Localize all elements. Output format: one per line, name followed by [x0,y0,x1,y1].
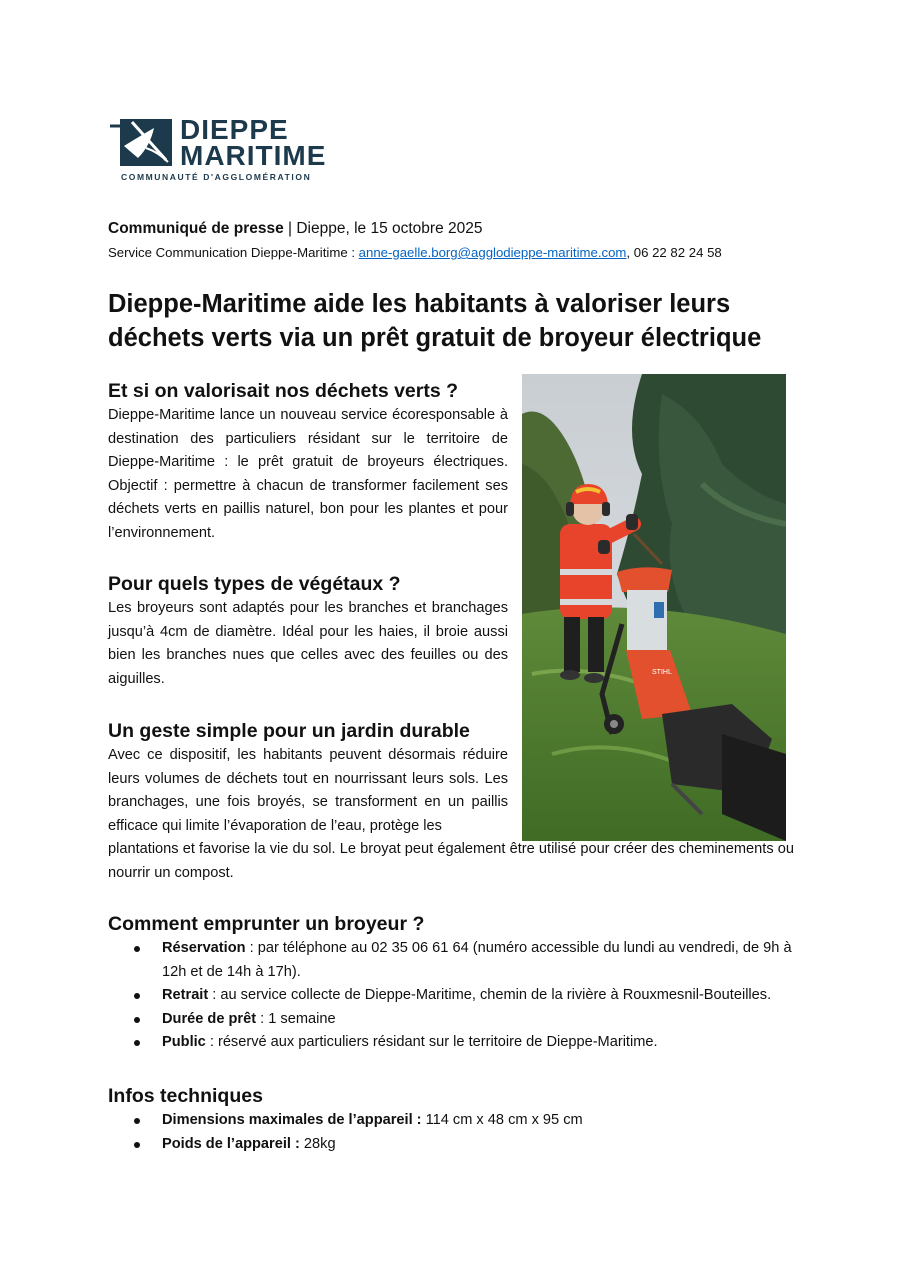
list-item [108,1133,808,1157]
press-label: Communiqué de presse [108,220,284,237]
section-text: Dieppe-Maritime lance un nouveau service écoresponsable à destination des particuliers résidant sur le territoire de Dieppe-Maritime : le prêt gratuit de broyeurs électriques. Objectif : permettre à chacun de transformer facilement ses déchets verts en paillis naturel, bon pour les plantes et pour l’environnement. [108,407,508,541]
section-heading: Et si on valorisait nos déchets verts ? [108,380,459,402]
list-item [108,1109,808,1133]
bullet-icon [134,946,140,952]
list-item [108,984,808,1008]
item-text: 114 cm x 48 cm x 95 cm [421,1112,583,1128]
press-separator: | [283,220,297,237]
section-heading: Un geste simple pour un jardin durable [108,720,470,742]
item-label: Retrait [162,987,209,1003]
press-place-date: Dieppe, le 15 octobre 2025 [296,220,483,237]
section-text: Les broyeurs sont adaptés pour les branches et branchages jusqu’à 4cm de diamètre. Idéal pour les haies, il broie aussi bien les branches nues que celles avec des feuilles ou des aiguilles. [108,600,508,687]
bullet-icon [134,1118,140,1124]
item-label: Public [162,1034,206,1050]
item-label: Dimensions maximales de l’appareil : [162,1112,422,1128]
dieppe-maritime-logo [110,114,325,184]
service-email-link[interactable]: anne-gaelle.borg@agglodieppe-maritime.com [358,245,627,260]
list-item [108,1031,808,1055]
press-release-line [108,220,483,238]
item-label: Durée de prêt [162,1010,257,1027]
section-jardin-durable [108,718,508,838]
service-contact-line [108,245,722,260]
machine-brand-label: STIHL [652,669,672,676]
bullet-icon [134,1142,140,1148]
service-phone: , 06 22 82 24 58 [626,245,722,260]
item-text: : au service collecte de Dieppe-Maritime, chemin de la rivière à Rouxmesnil-Bouteilles. [208,987,772,1003]
section-infos-techniques [108,1083,808,1156]
section-heading: Infos techniques [108,1085,263,1107]
list-item [108,1008,808,1032]
item-text: 28kg [299,1135,336,1152]
infos-list [108,1109,808,1156]
list-item [108,937,802,984]
item-text: : par téléphone au 02 35 06 61 64 (numéro accessible du lundi au vendredi, de 9h à 12h et de 14h à 17h). [162,940,792,980]
item-text: : 1 semaine [256,1010,336,1027]
page-title: Dieppe-Maritime aide les habitants à valoriser leurs déchets verts via un prêt gratuit de broyeur électrique [108,290,762,352]
bullet-icon [134,1017,140,1023]
section-emprunt [108,911,808,1055]
bullet-icon [134,993,140,999]
emprunt-list [108,937,808,1055]
logo-word-maritime: MARITIME [180,140,327,171]
bullet-icon [134,1040,140,1046]
logo-mark-icon [110,116,172,166]
item-text: : réservé aux particuliers résidant sur le territoire de Dieppe-Maritime. [205,1034,658,1050]
section-vegetaux [108,571,508,691]
section-text: Avec ce dispositif, les habitants peuvent désormais réduire leurs volumes de déchets tout en nourrissant leurs sols. Les branchages, une fois broyés, se transforment en un paillis efficace qui limite l’évaporation de l’eau, protège les [108,747,508,834]
section-heading: Pour quels types de végétaux ? [108,573,401,595]
item-label: Poids de l’appareil : [162,1135,300,1152]
logo-subtitle: COMMUNAUTÉ D'AGGLOMÉRATION [121,172,312,182]
shredder-photo [522,374,786,841]
section-heading: Comment emprunter un broyeur ? [108,913,425,935]
photo-illustration [522,374,786,841]
item-label: Réservation [162,940,246,956]
section-valorisation [108,378,508,545]
logo-word-dieppe: DIEPPE [180,114,289,145]
service-label: Service Communication Dieppe-Maritime : [108,245,359,260]
section-text-continued: plantations et favorise la vie du sol. Le broyat peut également être utilisé pour créer des cheminements ou nourrir un compost. [108,841,794,881]
